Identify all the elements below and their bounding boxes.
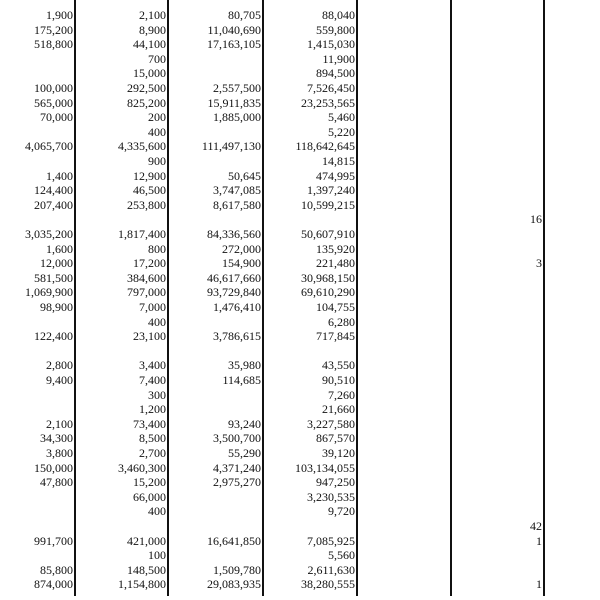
table-cell: 9,400: [46, 373, 73, 387]
table-cell: 1,600: [46, 241, 73, 256]
table-row: [0, 125, 600, 139]
table-cell: 124,400: [34, 183, 73, 198]
table-cell: 122,400: [34, 329, 73, 344]
table-cell: 8,900: [139, 22, 166, 37]
table-cell: 207,400: [34, 197, 73, 212]
table-cell: 717,845: [316, 329, 355, 344]
table-cell: 874,000: [34, 577, 73, 592]
table-cell: 200: [148, 110, 166, 125]
table-row: [0, 577, 600, 591]
table-row: [0, 242, 600, 256]
table-cell: 34,300: [40, 431, 73, 446]
table-cell: 15,200: [133, 475, 166, 490]
table-cell: 103,134,055: [295, 460, 355, 475]
table-cell: 15,000: [133, 66, 166, 81]
table-cell: 253,800: [127, 197, 166, 212]
table-row: [0, 183, 600, 197]
table-row: [0, 66, 600, 80]
table-cell: 3,500,700: [213, 431, 261, 446]
table-cell: 700: [148, 51, 166, 66]
table-cell: 93,240: [228, 416, 261, 431]
table-row: [0, 490, 600, 504]
table-cell: 7,400: [139, 373, 166, 387]
table-cell: 1,069,900: [25, 285, 73, 300]
table-row: [0, 475, 600, 489]
table-cell: 5,560: [328, 548, 355, 563]
table-cell: 11,900: [322, 51, 355, 66]
table-cell: 84,336,560: [207, 227, 261, 241]
table-row: [0, 23, 600, 37]
table-cell: 100: [148, 548, 166, 563]
table-cell: 2,100: [46, 416, 73, 431]
table-cell: 104,755: [316, 300, 355, 314]
table-cell: 3,035,200: [25, 227, 73, 241]
table-cell: 1,400: [46, 168, 73, 183]
table-cell: 400: [148, 314, 166, 329]
table-row: [0, 402, 600, 416]
table-cell: 384,600: [127, 270, 166, 285]
table-cell: 5,460: [328, 110, 355, 125]
table-cell: 2,975,270: [213, 475, 261, 490]
table-cell: 400: [148, 124, 166, 139]
table-cell: 4,371,240: [213, 460, 261, 475]
table-row: [0, 154, 600, 168]
table-cell: 10,599,215: [301, 197, 355, 212]
table-cell: 29,083,935: [207, 577, 261, 592]
table-cell: 221,480: [316, 256, 355, 271]
table-row: [0, 329, 600, 343]
table-row: [0, 300, 600, 314]
table-cell: 35,980: [228, 358, 261, 373]
table-row: [0, 256, 600, 270]
table-cell: 1,885,000: [213, 110, 261, 125]
table-cell: 16: [530, 212, 542, 227]
table-cell: 2,611,630: [307, 562, 355, 577]
table-cell: 1,397,240: [307, 183, 355, 198]
table-cell: 5,220: [328, 124, 355, 139]
table-cell: 17,200: [133, 256, 166, 271]
table-cell: 150,000: [34, 460, 73, 475]
table-row: [0, 373, 600, 387]
table-cell: 175,200: [34, 22, 73, 37]
table-cell: 6,280: [328, 314, 355, 329]
table-row: [0, 52, 600, 66]
table-cell: 272,000: [222, 241, 261, 256]
table-cell: 50,607,910: [301, 227, 355, 241]
table-cell: 93,729,840: [207, 285, 261, 300]
table-row: [0, 534, 600, 548]
table-cell: 8,617,580: [213, 197, 261, 212]
table-row: [0, 315, 600, 329]
table-cell: 2,800: [46, 358, 73, 373]
table-row: [0, 96, 600, 110]
table-cell: 2,100: [139, 8, 166, 22]
table-row: [0, 139, 600, 153]
table-cell: 474,995: [316, 168, 355, 183]
table-cell: 39,120: [322, 446, 355, 460]
table-row: [0, 519, 600, 533]
table-row: [0, 461, 600, 475]
table-cell: 47,800: [40, 475, 73, 490]
table-row: [0, 271, 600, 285]
table-cell: 80,705: [228, 8, 261, 22]
table-cell: 2,700: [139, 446, 166, 460]
table-cell: 69,610,290: [301, 285, 355, 300]
table-cell: 292,500: [127, 81, 166, 95]
table-cell: 114,685: [222, 373, 261, 387]
table-row: [0, 285, 600, 299]
table-cell: 4,335,600: [118, 139, 166, 154]
table-cell: 46,617,660: [207, 270, 261, 285]
table-cell: 7,526,450: [307, 81, 355, 95]
table-row: [0, 198, 600, 212]
table-cell: 88,040: [322, 8, 355, 22]
table-cell: 1,154,800: [118, 577, 166, 592]
table-cell: 111,497,130: [201, 139, 261, 154]
table-cell: 154,900: [222, 256, 261, 271]
table-cell: 1,476,410: [213, 300, 261, 314]
table-cell: 3,747,085: [213, 183, 261, 198]
table-cell: 797,000: [127, 285, 166, 300]
table-row: [0, 37, 600, 51]
table-row: [0, 431, 600, 445]
table-cell: 3,800: [46, 446, 73, 460]
table-cell: 44,100: [133, 37, 166, 52]
table-cell: 947,250: [316, 475, 355, 490]
table-cell: 12,900: [133, 168, 166, 183]
table-cell: 1,509,780: [213, 562, 261, 577]
table-cell: 46,500: [133, 183, 166, 198]
table-cell: 118,642,645: [295, 139, 355, 154]
table-cell: 3,227,580: [307, 416, 355, 431]
table-cell: 7,085,925: [307, 533, 355, 548]
table-cell: 867,570: [316, 431, 355, 446]
table-cell: 2,557,500: [213, 81, 261, 95]
table-cell: 66,000: [133, 489, 166, 504]
table-cell: 1,200: [139, 402, 166, 417]
table-cell: 73,400: [133, 416, 166, 431]
table-cell: 70,000: [40, 110, 73, 125]
table-cell: 7,260: [328, 387, 355, 402]
table-row: [0, 358, 600, 372]
table-row: [0, 446, 600, 460]
table-cell: 23,253,565: [301, 95, 355, 110]
table-cell: 3,786,615: [213, 329, 261, 344]
table-cell: 43,550: [322, 358, 355, 373]
table-cell: 85,800: [40, 562, 73, 577]
table-cell: 1: [536, 577, 542, 592]
table-cell: 30,968,150: [301, 270, 355, 285]
table-row: [0, 212, 600, 226]
table-cell: 42: [530, 519, 542, 533]
table-cell: 800: [148, 241, 166, 256]
table-row: [0, 227, 600, 241]
table-cell: 3,460,300: [118, 460, 166, 475]
table-row: [0, 81, 600, 95]
table-row: [0, 388, 600, 402]
table-row: [0, 504, 600, 518]
table-cell: 17,163,105: [207, 37, 261, 52]
table-cell: 8,500: [139, 431, 166, 446]
table-cell: 148,500: [127, 562, 166, 577]
table-row: [0, 110, 600, 124]
table-row: [0, 563, 600, 577]
table-cell: 12,000: [40, 256, 73, 271]
table-cell: 4,065,700: [25, 139, 73, 154]
table-cell: 3: [536, 256, 542, 271]
table-cell: 3,230,535: [307, 489, 355, 504]
table-cell: 894,500: [316, 66, 355, 81]
table-cell: 559,800: [316, 22, 355, 37]
table-row: [0, 8, 600, 22]
table-cell: 50,645: [228, 168, 261, 183]
table-row: [0, 417, 600, 431]
table-cell: 135,920: [316, 241, 355, 256]
table-cell: 23,100: [133, 329, 166, 344]
table-cell: 100,000: [34, 81, 73, 95]
table-cell: 15,911,835: [207, 95, 261, 110]
table-cell: 518,800: [34, 37, 73, 52]
table-cell: 1,817,400: [118, 227, 166, 241]
table-cell: 581,500: [34, 270, 73, 285]
table-cell: 1,900: [46, 8, 73, 22]
table-cell: 11,040,690: [207, 22, 261, 37]
table-cell: 1: [536, 533, 542, 548]
table-cell: 3,400: [139, 358, 166, 373]
table-cell: 825,200: [127, 95, 166, 110]
table-row: [0, 344, 600, 358]
table-cell: 38,280,555: [301, 577, 355, 592]
table-row: [0, 169, 600, 183]
table-cell: 14,815: [322, 154, 355, 168]
table-row: [0, 548, 600, 562]
table-cell: 90,510: [322, 373, 355, 387]
table-cell: 400: [148, 504, 166, 519]
table-cell: 55,290: [228, 446, 261, 460]
table-cell: 991,700: [34, 533, 73, 548]
table-cell: 300: [148, 387, 166, 402]
table-cell: 900: [148, 154, 166, 168]
table-cell: 1,415,030: [307, 37, 355, 52]
table-cell: 421,000: [127, 533, 166, 548]
table-cell: 7,000: [139, 300, 166, 314]
table-cell: 16,641,850: [207, 533, 261, 548]
table-cell: 98,900: [40, 300, 73, 314]
table-cell: 565,000: [34, 95, 73, 110]
table-cell: 21,660: [322, 402, 355, 417]
table-cell: 9,720: [328, 504, 355, 519]
